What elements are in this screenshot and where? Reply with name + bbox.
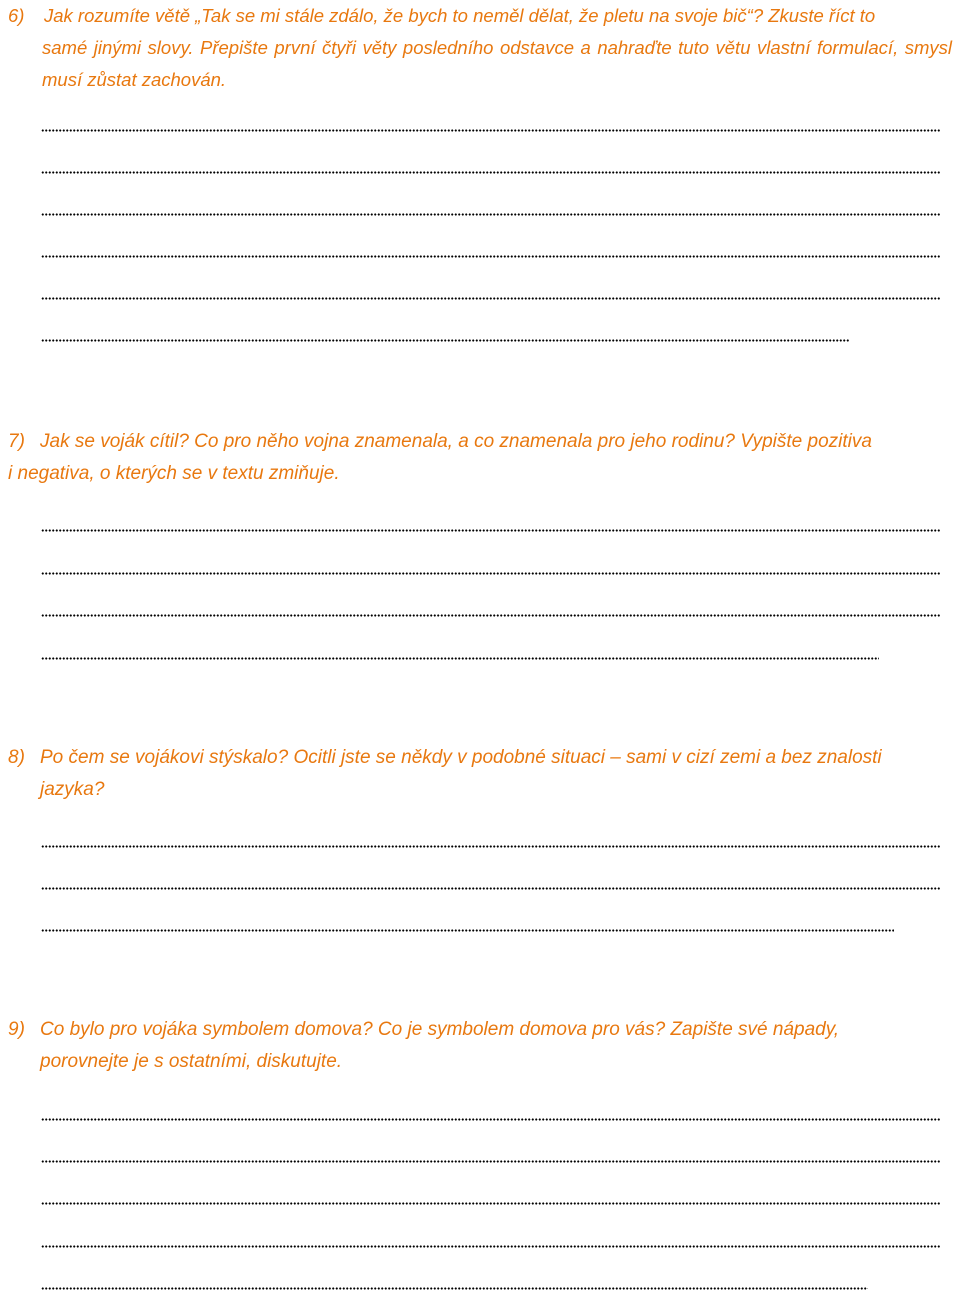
question-number: 9) [8,1019,25,1040]
answer-line[interactable] [41,1118,941,1121]
answer-line[interactable] [41,572,941,575]
answer-line[interactable] [41,1245,941,1248]
question-number: 6) [8,5,25,26]
answer-line[interactable] [41,129,941,132]
question-8 [0,742,952,806]
question-text: Po čem se vojákovi stýskalo? Ocitli jste se někdy v podobné situaci – sami v cizí zemi a bez znalosti [40,747,882,768]
answer-line[interactable] [41,297,941,300]
question-number: 8) [8,747,25,768]
answer-line[interactable] [41,529,941,532]
question-7 [0,426,952,490]
question-text-continued: jazyka? [40,779,105,800]
answer-line[interactable] [41,1160,941,1163]
answer-line[interactable] [41,339,849,342]
answer-line[interactable] [41,1202,941,1205]
answer-line[interactable] [41,1287,868,1290]
answer-line[interactable] [41,614,941,617]
answer-line[interactable] [41,213,941,216]
question-text-continued: i negativa, o kterých se v textu zmiňuje. [8,463,340,484]
question-text-continued: samé jinými slovy. Přepište první čtyři věty posledního odstavce a nahraďte tuto větu vlastní formulací, smysl musí zůstat zachován. [42,37,952,90]
answer-line[interactable] [41,171,941,174]
question-number: 7) [8,431,25,452]
answer-line[interactable] [41,255,941,258]
question-text: Co bylo pro vojáka symbolem domova? Co je symbolem domova pro vás? Zapište své nápady, [40,1019,840,1040]
answer-line[interactable] [41,929,894,932]
answer-line[interactable] [41,887,941,890]
question-text-continued: porovnejte je s ostatními, diskutujte. [40,1051,343,1072]
question-text: Jak se voják cítil? Co pro něho vojna znamenala, a co znamenala pro jeho rodinu? Vypište pozitiva [40,431,872,452]
question-6 [0,0,952,96]
question-text: Jak rozumíte větě „Tak se mi stále zdálo, že bych to neměl dělat, že pletu na svoje bič“? Zkuste říct to [44,5,876,26]
question-9 [0,1014,952,1078]
answer-line[interactable] [41,657,879,660]
answer-line[interactable] [41,845,941,848]
